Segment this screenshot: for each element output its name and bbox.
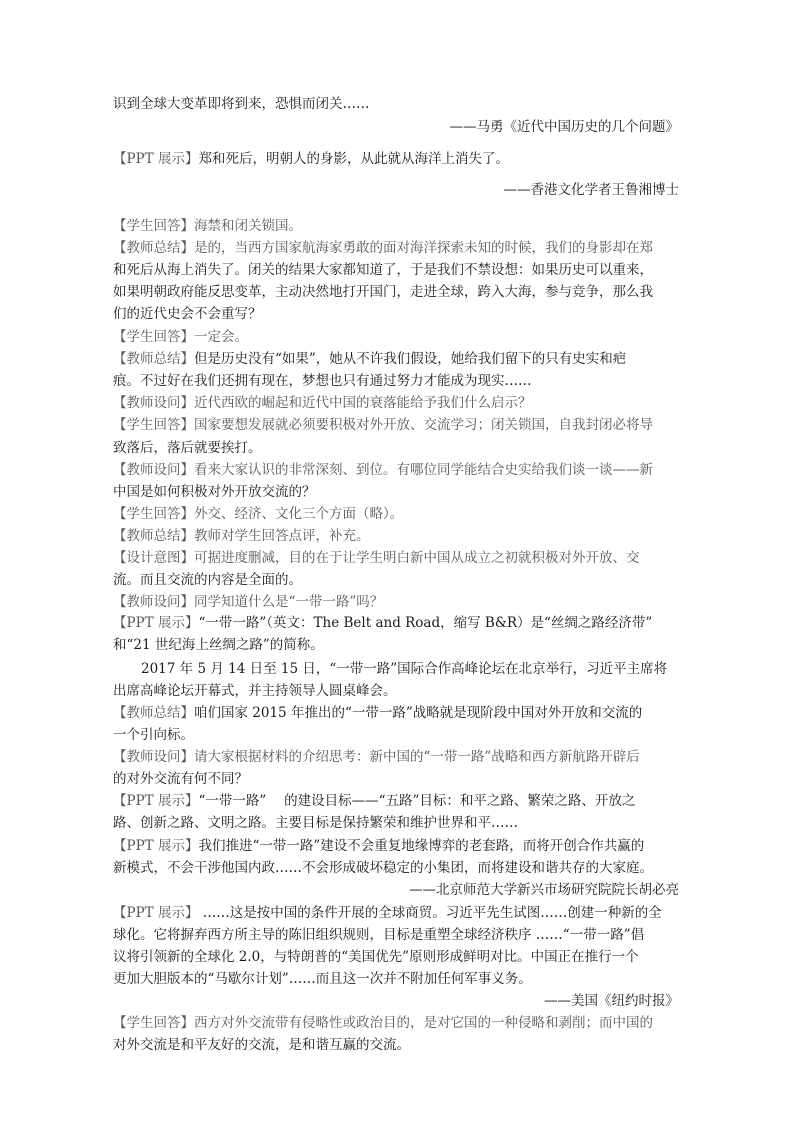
line-text: 的对外交流有何不同？ [113,771,248,787]
text-line [113,327,679,348]
text-line [113,725,679,746]
line-text: 们的近代史会不会重写？ [113,306,262,322]
line-text: 中国是如何积极对外开放交流的？ [113,484,316,500]
text-line [113,1035,679,1056]
line-text: 流。而且交流的内容是全面的。 [113,572,302,588]
text-line [113,858,679,879]
text-line [113,282,679,303]
line-text: 我们推进“一带一路”建设不会重复地缘博弈的老套路，而将开创合作共赢的 [198,838,645,854]
line-text: 新模式，不会干涉他国内政……不会形成破坏稳定的小集团，而将建设和谐共存的大家庭。 [113,860,653,876]
line-text: 对外交流是和平友好的交流，是和谐互赢的交流。 [113,1037,410,1053]
section-label: 【教师设问】 [113,462,194,478]
section-label: 【教师设问】 [113,749,194,765]
line-text: 一定会。 [194,329,248,345]
section-label: 【PPT 展示】 [113,151,199,167]
text-line [113,216,679,237]
section-label: 【学生回答】 [113,329,194,345]
text-line [113,438,679,459]
citation-line [113,117,679,138]
section-label: 【教师设问】 [113,594,194,610]
line-text: 球化。它将摒弃西方所主导的陈旧组织规则，目标是重塑全球经济秩序 ……“一带一路”倡 [113,927,645,943]
text-line [113,659,679,680]
text-line [113,947,679,968]
line-text: 国家要想发展就必须要积极对外开放、交流学习；闭关锁国，自我封闭必将导 [194,417,653,433]
citation-line [113,880,679,901]
section-label: 【学生回答】 [113,1015,194,1031]
line-text: ——马勇《近代中国历史的几个问题》 [449,119,679,135]
text-line [113,482,679,503]
line-text: 海禁和闭关锁国。 [194,218,302,234]
citation-line [113,180,679,201]
line-text: 教师对学生回答点评，补充。 [194,528,370,544]
text-line [113,393,679,414]
text-line [113,460,679,481]
line-text: 更加大胆版本的“马歇尔计划”……而且这一次并不附加任何军事义务。 [113,971,532,987]
line-text: ——北京师范大学新兴市场研究院院长胡必亮 [409,882,679,898]
line-text: 2017 年 5 月 14 日至 15 日，“一带一路”国际合作高峰论坛在北京举行，习近平主席将 [141,661,668,677]
section-label: 【PPT 展示】 [113,793,199,809]
line-text: “一带一路” 的建设目标——“五路”目标：和平之路、繁荣之路、开放之 [198,793,636,809]
text-line [113,747,679,768]
line-text: 可据进度删减，目的在于让学生明白新中国从成立之初就积极对外开放、交 [194,550,640,566]
line-text: 识到全球大变革即将到来，恐惧而闭关…… [113,96,370,112]
line-text: 致落后，落后就要挨打。 [113,440,262,456]
section-label: 【教师总结】 [113,240,194,256]
section-label: 【PPT 展示】 [113,838,199,854]
text-line [113,548,679,569]
text-line [113,238,679,259]
line-text: 一个引向标。 [113,727,194,743]
text-line [113,592,679,613]
line-text: 是的，当西方国家航海家勇敢的面对海洋探索未知的时候，我们的身影却在郑 [194,240,653,256]
citation-line [113,991,679,1012]
text-line [113,149,679,170]
line-text: 看来大家认识的非常深刻、到位。有哪位同学能结合史实给我们谈一谈——新 [194,462,653,478]
section-label: 【学生回答】 [113,417,194,433]
line-text: 请大家根据材料的介绍思考：新中国的“一带一路”战略和西方新航路开辟后 [194,749,640,765]
text-line [113,349,679,370]
text-line [113,1013,679,1034]
line-text: 外交、经济、文化三个方面（略）。 [194,506,404,522]
text-line [113,791,679,812]
line-text: 近代西欧的崛起和近代中国的衰落能给予我们什么启示？ [194,395,532,411]
section-label: 【教师总结】 [113,351,194,367]
line-text: 但是历史没有“如果”，她从不许我们假设，她给我们留下的只有史实和疤 [194,351,627,367]
text-line [113,371,679,392]
line-text: “一带一路”（英文：The Belt and Road，缩写 B&R）是“丝绸之路经济带” [198,615,653,631]
text-line [113,681,679,702]
section-label: 【教师总结】 [113,528,194,544]
text-line [113,415,679,436]
line-text: 出席高峰论坛开幕式，并主持领导人圆桌峰会。 [113,683,397,699]
line-text: ——美国《纽约时报》 [544,993,679,1009]
line-text: 同学知道什么是“一带一路”吗？ [194,594,384,610]
section-label: 【教师设问】 [113,395,194,411]
text-line [113,504,679,525]
text-line [113,260,679,281]
section-label: 【PPT 展示】 [113,615,199,631]
line-text: 如果明朝政府能反思变革，主动决然地打开国门，走进全球，跨入大海，参与竞争，那么我 [113,284,653,300]
section-label: 【PPT 展示】 [113,905,199,921]
line-text: ……这是按中国的条件开展的全球商贸。习近平先生试图……创建一种新的全 [198,905,662,921]
line-text: 痕。不过好在我们还拥有现在，梦想也只有通过努力才能成为现实…… [113,373,532,389]
text-line [113,969,679,990]
line-text: 咱们国家 2015 年推出的“一带一路”战略就是现阶段中国对外开放和交流的 [194,705,643,721]
line-text: 郑和死后，明朝人的身影，从此就从海洋上消失了。 [198,151,509,167]
text-line [113,769,679,790]
section-label: 【教师总结】 [113,705,194,721]
text-line [113,903,679,924]
text-line [113,925,679,946]
text-line [113,94,679,115]
text-line [113,635,679,656]
line-text: 和死后从海上消失了。闭关的结果大家都知道了，于是我们不禁设想：如果历史可以重来， [113,262,653,278]
section-label: 【学生回答】 [113,218,194,234]
section-label: 【设计意图】 [113,550,194,566]
line-text: ——香港文化学者王鲁湘博士 [503,182,679,198]
line-text: 和“21 世纪海上丝绸之路”的简称。 [113,637,324,653]
line-text: 路、创新之路、文明之路。主要目标是保持繁荣和维护世界和平…… [113,815,518,831]
text-line [113,304,679,325]
line-text: 议将引领新的全球化 2.0，与特朗普的“美国优先”原则形成鲜明对比。中国正在推行一个 [113,949,639,965]
text-line [113,703,679,724]
text-line [113,836,679,857]
text-line [113,570,679,591]
section-label: 【学生回答】 [113,506,194,522]
text-line [113,613,679,634]
text-line [113,526,679,547]
line-text: 西方对外交流带有侵略性或政治目的，是对它国的一种侵略和剥削；而中国的 [194,1015,653,1031]
text-line [113,813,679,834]
